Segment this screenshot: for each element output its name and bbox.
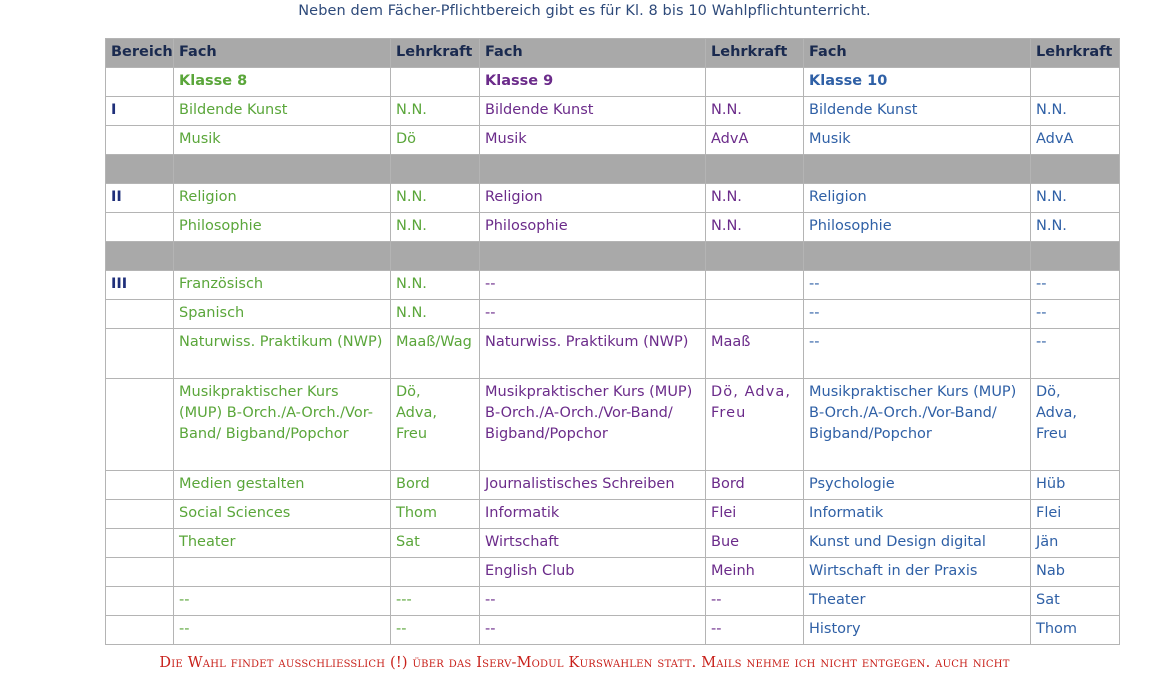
- lehrkraft-10-cell: Hüb: [1031, 471, 1120, 500]
- header-lehrkraft-9: Lehrkraft: [706, 39, 804, 68]
- table-row: [106, 300, 1120, 329]
- lehrkraft-9-cell: AdvA: [706, 126, 804, 155]
- table-header-row: [106, 39, 1120, 68]
- header-bereich: Bereich: [106, 39, 174, 68]
- lehrkraft-9-cell: Bue: [706, 529, 804, 558]
- fach-8-cell: Religion: [174, 184, 391, 213]
- intro-text: Neben dem Fächer-Pflichtbereich gibt es für Kl. 8 bis 10 Wahlpflichtunterricht.: [298, 3, 871, 19]
- table-row: [106, 329, 1120, 379]
- lehrkraft-10-cell: AdvA: [1031, 126, 1120, 155]
- bereich-cell: [106, 379, 174, 471]
- fach-10-cell: Religion: [804, 184, 1031, 213]
- lehrkraft-10-cell: --: [1031, 300, 1120, 329]
- fach-8-cell: Naturwiss. Praktikum (NWP): [174, 329, 391, 379]
- fach-8-cell: Theater: [174, 529, 391, 558]
- lehrkraft-8-cell: Thom: [391, 500, 480, 529]
- fach-9-cell: Musik: [480, 126, 706, 155]
- table-row: [106, 184, 1120, 213]
- lehrkraft-8-cell: N.N.: [391, 184, 480, 213]
- bereich-cell: III: [106, 271, 174, 300]
- bereich-cell: [106, 500, 174, 529]
- bereich-cell: [106, 587, 174, 616]
- fach-8-cell: Medien gestalten: [174, 471, 391, 500]
- fach-8-cell: Musikpraktischer Kurs (MUP) B-Orch./A-Orch./Vor-Band/ Bigband/Popchor: [174, 379, 391, 471]
- fach-10-cell: --: [804, 271, 1031, 300]
- fach-8-cell: Social Sciences: [174, 500, 391, 529]
- table-row: [106, 500, 1120, 529]
- fach-10-cell: --: [804, 300, 1031, 329]
- table-row: [106, 616, 1120, 645]
- bereich-cell: [106, 529, 174, 558]
- lehrkraft-8-cell: N.N.: [391, 300, 480, 329]
- lehrkraft-8-cell: N.N.: [391, 213, 480, 242]
- table-row: [106, 97, 1120, 126]
- bereich-cell: [106, 558, 174, 587]
- lehrkraft-9-cell: --: [706, 587, 804, 616]
- fach-9-cell: --: [480, 271, 706, 300]
- fach-10-cell: History: [804, 616, 1031, 645]
- lehrkraft-9-cell: N.N.: [706, 184, 804, 213]
- fach-8-cell: --: [174, 616, 391, 645]
- fach-8-cell: [174, 558, 391, 587]
- fach-9-cell: --: [480, 616, 706, 645]
- bereich-cell: II: [106, 184, 174, 213]
- header-lehrkraft-8: Lehrkraft: [391, 39, 480, 68]
- lehrkraft-10-cell: --: [1031, 271, 1120, 300]
- fach-9-cell: Musikpraktischer Kurs (MUP) B-Orch./A-Orch./Vor-Band/ Bigband/Popchor: [480, 379, 706, 471]
- table-row: [106, 213, 1120, 242]
- bereich-cell: I: [106, 97, 174, 126]
- table-row: [106, 558, 1120, 587]
- table-row: [106, 529, 1120, 558]
- lehrkraft-10-cell: Thom: [1031, 616, 1120, 645]
- lehrkraft-10-cell: --: [1031, 329, 1120, 379]
- wahl-notice: Die Wahl findet ausschließlich (!) über das Iserv-Modul Kurswahlen statt. Mails nehme ich nicht entgegen. auch nicht: [159, 655, 1010, 671]
- fach-8-cell: Philosophie: [174, 213, 391, 242]
- lehrkraft-8-cell: ---: [391, 587, 480, 616]
- fach-9-cell: English Club: [480, 558, 706, 587]
- lehrkraft-8-cell: [391, 558, 480, 587]
- lehrkraft-9-cell: N.N.: [706, 97, 804, 126]
- fach-9-cell: Bildende Kunst: [480, 97, 706, 126]
- fach-10-cell: Musikpraktischer Kurs (MUP) B-Orch./A-Orch./Vor-Band/ Bigband/Popchor: [804, 379, 1031, 471]
- lehrkraft-10-cell: Dö, Adva, Freu: [1031, 379, 1120, 471]
- lehrkraft-8-cell: Bord: [391, 471, 480, 500]
- lehrkraft-8-cell: Dö, Adva, Freu: [391, 379, 480, 471]
- lehrkraft-9-cell: N.N.: [706, 213, 804, 242]
- lehrkraft-9-cell: [706, 271, 804, 300]
- lehrkraft-8-cell: N.N.: [391, 97, 480, 126]
- fach-10-cell: Musik: [804, 126, 1031, 155]
- separator-row: [106, 155, 1120, 184]
- empty-cell: [391, 68, 480, 97]
- fach-8-cell: --: [174, 587, 391, 616]
- fach-9-cell: Philosophie: [480, 213, 706, 242]
- fach-9-cell: Naturwiss. Praktikum (NWP): [480, 329, 706, 379]
- header-fach-9: Fach: [480, 39, 706, 68]
- lehrkraft-9-cell: Meinh: [706, 558, 804, 587]
- table-row: [106, 471, 1120, 500]
- separator-row: [106, 242, 1120, 271]
- fach-9-cell: Journalistisches Schreiben: [480, 471, 706, 500]
- bereich-cell: [106, 616, 174, 645]
- lehrkraft-10-cell: Nab: [1031, 558, 1120, 587]
- bereich-cell: [106, 329, 174, 379]
- fach-10-cell: Wirtschaft in der Praxis: [804, 558, 1031, 587]
- bereich-cell: [106, 300, 174, 329]
- lehrkraft-10-cell: N.N.: [1031, 97, 1120, 126]
- fach-10-cell: Theater: [804, 587, 1031, 616]
- lehrkraft-8-cell: N.N.: [391, 271, 480, 300]
- klasse-9-label: Klasse 9: [480, 68, 706, 97]
- klasse-8-label: Klasse 8: [174, 68, 391, 97]
- empty-cell: [1031, 68, 1120, 97]
- table-row: [106, 271, 1120, 300]
- lehrkraft-8-cell: Dö: [391, 126, 480, 155]
- fach-10-cell: Kunst und Design digital: [804, 529, 1031, 558]
- fach-9-cell: --: [480, 587, 706, 616]
- fach-8-cell: Spanisch: [174, 300, 391, 329]
- header-fach-10: Fach: [804, 39, 1031, 68]
- empty-cell: [106, 68, 174, 97]
- lehrkraft-9-cell: Flei: [706, 500, 804, 529]
- klasse-10-label: Klasse 10: [804, 68, 1031, 97]
- bereich-cell: [106, 126, 174, 155]
- lehrkraft-9-cell: --: [706, 616, 804, 645]
- lehrkraft-8-cell: Maaß/Wag: [391, 329, 480, 379]
- table-row: [106, 126, 1120, 155]
- table-row: [106, 379, 1120, 471]
- fach-10-cell: Philosophie: [804, 213, 1031, 242]
- fach-8-cell: Französisch: [174, 271, 391, 300]
- fach-10-cell: --: [804, 329, 1031, 379]
- lehrkraft-9-cell: Dö, Adva, Freu: [706, 379, 804, 471]
- lehrkraft-9-cell: Bord: [706, 471, 804, 500]
- fach-10-cell: Bildende Kunst: [804, 97, 1031, 126]
- lehrkraft-10-cell: Jän: [1031, 529, 1120, 558]
- fach-9-cell: Religion: [480, 184, 706, 213]
- fach-9-cell: Informatik: [480, 500, 706, 529]
- lehrkraft-8-cell: --: [391, 616, 480, 645]
- lehrkraft-8-cell: Sat: [391, 529, 480, 558]
- fach-10-cell: Psychologie: [804, 471, 1031, 500]
- header-lehrkraft-10: Lehrkraft: [1031, 39, 1120, 68]
- lehrkraft-10-cell: N.N.: [1031, 213, 1120, 242]
- lehrkraft-10-cell: N.N.: [1031, 184, 1120, 213]
- fach-9-cell: --: [480, 300, 706, 329]
- lehrkraft-10-cell: Sat: [1031, 587, 1120, 616]
- bereich-cell: [106, 471, 174, 500]
- wahlpflicht-table: [105, 38, 1120, 645]
- fach-8-cell: Bildende Kunst: [174, 97, 391, 126]
- fach-9-cell: Wirtschaft: [480, 529, 706, 558]
- lehrkraft-9-cell: Maaß: [706, 329, 804, 379]
- fach-8-cell: Musik: [174, 126, 391, 155]
- table-row: [106, 587, 1120, 616]
- lehrkraft-9-cell: [706, 300, 804, 329]
- empty-cell: [706, 68, 804, 97]
- lehrkraft-10-cell: Flei: [1031, 500, 1120, 529]
- klassen-row: [106, 68, 1120, 97]
- bereich-cell: [106, 213, 174, 242]
- fach-10-cell: Informatik: [804, 500, 1031, 529]
- header-fach-8: Fach: [174, 39, 391, 68]
